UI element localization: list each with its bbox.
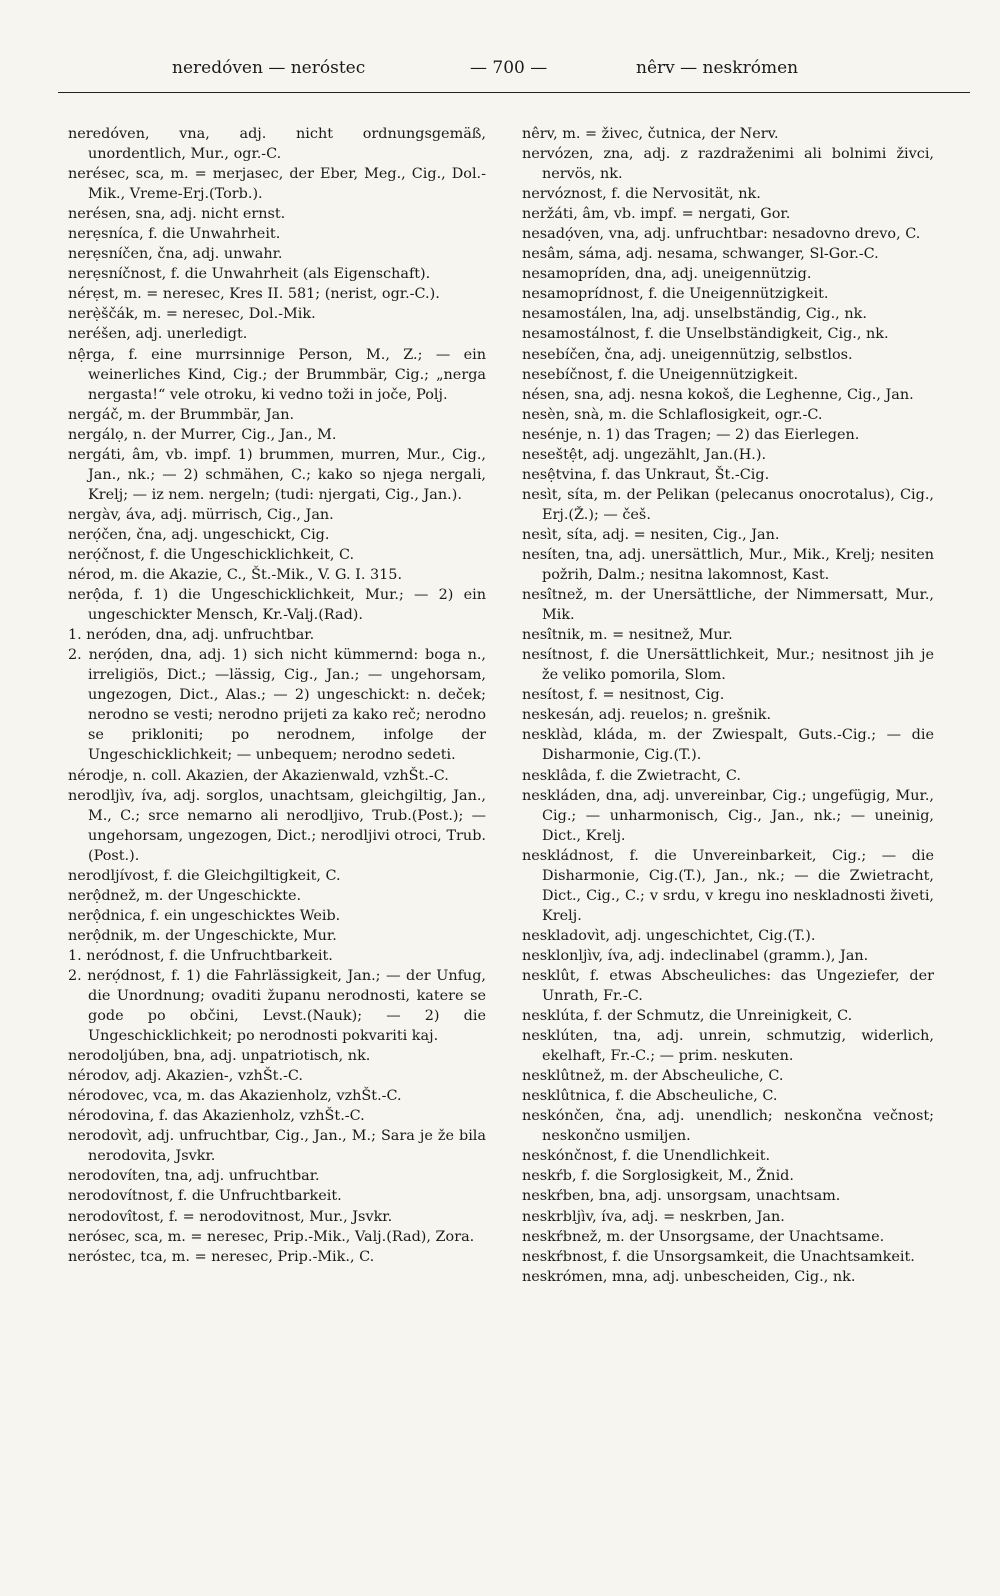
left-column <box>68 124 486 1267</box>
dictionary-entry: nesíten, tna, adj. unersättlich, Mur., Mik., Krelj; nesiten požrih, Dalm.; nesitna lakomnost, Kast. <box>522 546 934 584</box>
dictionary-entry: neskláden, dna, adj. unvereinbar, Cig.; ungefügig, Mur., Cig.; — unharmonisch, Cig., Jan., nk.; — uneinig, Dict., Krelj. <box>522 787 934 844</box>
dictionary-entry: nêrv, m. = živec, čutnica, der Nerv. <box>522 126 779 142</box>
dictionary-entry: neržáti, âm, vb. impf. = nergati, Gor. <box>522 206 791 223</box>
dictionary-entry: nervózen, zna, adj. z razdraženimi ali bolnimi živci, nervös, nk. <box>522 146 934 183</box>
dictionary-entry: neskŕbnost, f. die Unsorgsamkeit, die Unachtsamkeit. <box>522 1248 915 1265</box>
dictionary-entry: nesâm, sáma, adj. nesama, schwanger, Sl-Gor.-C. <box>522 246 879 263</box>
dictionary-entry: 2. nerọ́dnost, f. 1) die Fahrlässigkeit, Jan.; — der Unfug, die Unordnung; ovaditi županu nerodnosti, katere se gode po občini, Levst.(Nauk); — 2) die Ungeschicklichkeit; po nerodnosti pokvariti kaj. <box>68 967 486 1045</box>
dictionary-entry: nesklúten, tna, adj. unrein, schmutzig, widerlich, ekelhaft, Fr.-C.; — prim. neskuten. <box>522 1028 934 1065</box>
dictionary-entry: neskládnost, f. die Unvereinbarkeit, Cig.; — die Disharmonie, Cig.(T.), Jan., nk.; — die Zwietracht, Dict., Cig., C.; v srdu, v kregu ino neskladnosti živeti, Krelj. <box>522 847 934 924</box>
dictionary-entry: nerodoljúben, bna, adj. unpatriotisch, nk. <box>68 1048 371 1065</box>
dictionary-entry: nesklûtnež, m. der Abscheuliche, C. <box>522 1068 784 1085</box>
dictionary-entry: 1. neródnost, f. die Unfruchtbarkeit. <box>68 947 333 964</box>
dictionary-entry: nérod, m. die Akazie, C., Št.-Mik., V. G. I. 315. <box>68 567 403 584</box>
header-rule <box>58 92 970 93</box>
dictionary-entry: nesamoprídnost, f. die Uneigennützigkeit. <box>522 286 829 303</box>
right-column <box>522 124 934 1287</box>
dictionary-entry: nerodovìt, adj. unfruchtbar, Cig., Jan., M.; Sara je že bila nerodovita, Jsvkr. <box>68 1128 486 1165</box>
dictionary-entry: nesénje, n. 1) das Tragen; — 2) das Eierlegen. <box>522 426 860 443</box>
dictionary-entry: nerésec, sca, m. = merjasec, der Eber, Meg., Cig., Dol.-Mik., Vreme-Erj.(Torb.). <box>68 166 486 203</box>
dictionary-entry: nergáč, m. der Brummbär, Jan. <box>68 406 295 423</box>
dictionary-entry: nesebíčnost, f. die Uneigennützigkeit. <box>522 366 799 383</box>
dictionary-entry: nerọ́čnost, f. die Ungeschicklichkeit, C. <box>68 546 355 563</box>
dictionary-entry: neseštệt, adj. ungezählt, Jan.(H.). <box>522 446 767 463</box>
dictionary-entry: nệrga, f. eine murrsinnige Person, M., Z.; — ein weinerliches Kind, Cig.; der Brummbär, Cig.; „nerga nergasta!“ vele otroku, ki vedno toži in joče, Polj. <box>68 346 486 403</box>
dictionary-entry: nérodov, adj. Akazien-, vzhŠt.-C. <box>68 1068 303 1085</box>
dictionary-entry: nerẹsníčen, čna, adj. unwahr. <box>68 246 283 263</box>
dictionary-entry: nesklonljìv, íva, adj. indeclinabel (gramm.), Jan. <box>522 947 869 964</box>
dictionary-entry: nésen, sna, adj. nesna kokoš, die Leghenne, Cig., Jan. <box>522 386 914 403</box>
dictionary-entry: nergàv, áva, adj. mürrisch, Cig., Jan. <box>68 506 334 523</box>
dictionary-entry: nesamopríden, dna, adj. uneigennützig. <box>522 266 812 283</box>
dictionary-entry: nerộdnica, f. ein ungeschicktes Weib. <box>68 907 341 924</box>
dictionary-entry: nesệtvina, f. das Unkraut, Št.-Cig. <box>522 466 770 483</box>
dictionary-entry: nerẹsníca, f. die Unwahrheit. <box>68 226 281 243</box>
dictionary-entry: nergálọ, n. der Murrer, Cig., Jan., M. <box>68 426 337 443</box>
dictionary-entry: nerọ́čen, čna, adj. ungeschickt, Cig. <box>68 526 330 543</box>
dictionary-entry: neredóven, vna, adj. nicht ordnungsgemäß, unordentlich, Mur., ogr.-C. <box>68 126 486 163</box>
dictionary-entry: nesèn, snà, m. die Schlaflosigkeit, ogr.-C. <box>522 406 823 423</box>
dictionary-entry: neskrómen, mna, adj. unbescheiden, Cig., nk. <box>522 1268 856 1285</box>
dictionary-entry: nesítost, f. = nesitnost, Cig. <box>522 687 725 704</box>
dictionary-entry: nesklàd, kláda, m. der Zwiespalt, Guts.-Cig.; — die Disharmonie, Cig.(T.). <box>522 727 934 764</box>
dictionary-entry: nergáti, âm, vb. impf. 1) brummen, murren, Mur., Cig., Jan., nk.; — 2) schmähen, C.; kako so njega nergali, Krelj; — iz nem. nergeln; (tudi: njergati, Cig., Jan.). <box>68 446 486 503</box>
dictionary-entry: nesebíčen, čna, adj. uneigennützig, selbstlos. <box>522 346 853 363</box>
dictionary-entry: nerodovítnost, f. die Unfruchtbarkeit. <box>68 1188 342 1205</box>
dictionary-entry: nesadọ́ven, vna, adj. unfruchtbar: nesadovno drevo, C. <box>522 226 921 243</box>
dictionary-entry: nesklût, f. etwas Abscheuliches: das Ungeziefer, der Unrath, Fr.-C. <box>522 967 934 1005</box>
page-number: — 700 — <box>470 58 548 78</box>
dictionary-entry: nerodovíten, tna, adj. unfruchtbar. <box>68 1168 320 1185</box>
header-right-guide-words: nêrv — neskrómen <box>636 58 799 78</box>
dictionary-entry: nerẹsníčnost, f. die Unwahrheit (als Eigenschaft). <box>68 266 431 283</box>
dictionary-entry: nerộda, f. 1) die Ungeschicklichkeit, Mur.; — 2) ein ungeschickter Mensch, Kr.-Valj.(Rad). <box>68 587 486 624</box>
dictionary-entry: neskónčen, čna, adj. unendlich; neskončna večnost; neskončno usmiljen. <box>522 1108 934 1145</box>
dictionary-entry: 1. neróden, dna, adj. unfruchtbar. <box>68 627 315 644</box>
dictionary-entry: neskŕbnež, m. der Unsorgsame, der Unachtsame. <box>522 1228 885 1245</box>
dictionary-entry: nesìt, síta, m. der Pelikan (pelecanus onocrotalus), Cig., Erj.(Ž.); — češ. <box>522 486 934 523</box>
dictionary-entry: nérodje, n. coll. Akazien, der Akazienwald, vzhŠt.-C. <box>68 767 449 784</box>
dictionary-entry: nerósec, sca, m. = neresec, Prip.-Mik., Valj.(Rad), Zora. <box>68 1228 475 1245</box>
dictionary-entry: nesklâda, f. die Zwietracht, C. <box>522 767 741 784</box>
dictionary-entry: neskrbljìv, íva, adj. = neskrben, Jan. <box>522 1208 785 1225</box>
dictionary-entry: nerésen, sna, adj. nicht ernst. <box>68 206 286 223</box>
dictionary-entry: neskŕb, f. die Sorglosigkeit, M., Žnid. <box>522 1168 794 1185</box>
dictionary-entry: nérẹst, m. = neresec, Kres II. 581; (nerist, ogr.-C.). <box>68 286 440 303</box>
dictionary-entry: neskesán, adj. reuelos; n. grešnik. <box>522 707 772 724</box>
dictionary-entry: neróstec, tca, m. = neresec, Prip.-Mik., C. <box>68 1248 375 1265</box>
header-left-guide-words: neredóven — neróstec <box>172 58 366 78</box>
running-head <box>0 58 1000 88</box>
dictionary-entry: nerodljívost, f. die Gleichgiltigkeit, C. <box>68 867 341 884</box>
dictionary-entry: nesìt, síta, adj. = nesiten, Cig., Jan. <box>522 526 780 543</box>
dictionary-entry: neskŕben, bna, adj. unsorgsam, unachtsam. <box>522 1188 841 1205</box>
dictionary-entry: nerodovîtost, f. = nerodovitnost, Mur., Jsvkr. <box>68 1208 393 1225</box>
dictionary-entry: nervóznost, f. die Nervosität, nk. <box>522 186 761 203</box>
dictionary-entry: nesamostálen, lna, adj. unselbständig, Cig., nk. <box>522 306 867 323</box>
dictionary-entry: nerộdnež, m. der Ungeschickte. <box>68 887 302 904</box>
dictionary-entry: neréšen, adj. unerledigt. <box>68 326 248 343</box>
dictionary-entry: nesîtnež, m. der Unersättliche, der Nimmersatt, Mur., Mik. <box>522 587 934 624</box>
dictionary-entry: nesítnost, f. die Unersättlichkeit, Mur.; nesitnost jih je že veliko pomorila, Slom. <box>522 647 934 684</box>
dictionary-entry: nérodovina, f. das Akazienholz, vzhŠt.-C. <box>68 1108 365 1125</box>
dictionary-entry: nesîtnik, m. = nesitnež, Mur. <box>522 627 733 644</box>
dictionary-entry: nesklúta, f. der Schmutz, die Unreinigkeit, C. <box>522 1008 853 1025</box>
dictionary-entry: nerodljìv, íva, adj. sorglos, unachtsam, gleichgiltig, Jan., M., C.; srce nemarno ali nerodljivo, Trub.(Post.); — ungehorsam, ungezogen, Dict.; nerodljivi otroci, Trub.(Post.). <box>68 787 486 864</box>
dictionary-entry: 2. nerọ́den, dna, adj. 1) sich nicht kümmernd: boga n., irreligiös, Dict.; —lässig, Cig., Jan.; — ungehorsam, ungezogen, Dict., Alas.; — 2) ungeschickt: n. deček; nerodno se vesti; nerodno prijeti za kako reč; nerodno se prikloniti; po nerodnem, infolge der Ungeschicklichkeit; — unbequem; nerodno sedeti. <box>68 647 486 764</box>
dictionary-entry: neskladovìt, adj. ungeschichtet, Cig.(T.). <box>522 927 816 944</box>
dictionary-entry: nesklûtnica, f. die Abscheuliche, C. <box>522 1088 778 1105</box>
dictionary-entry: nérodovec, vca, m. das Akazienholz, vzhŠt.-C. <box>68 1088 402 1105</box>
dictionary-entry: nerẹ̀ščák, m. = neresec, Dol.-Mik. <box>68 306 316 323</box>
dictionary-entry: nerộdnik, m. der Ungeschickte, Mur. <box>68 927 337 944</box>
dictionary-entry: neskónčnost, f. die Unendlichkeit. <box>522 1148 771 1165</box>
dictionary-entry: nesamostálnost, f. die Unselbständigkeit, Cig., nk. <box>522 326 889 343</box>
